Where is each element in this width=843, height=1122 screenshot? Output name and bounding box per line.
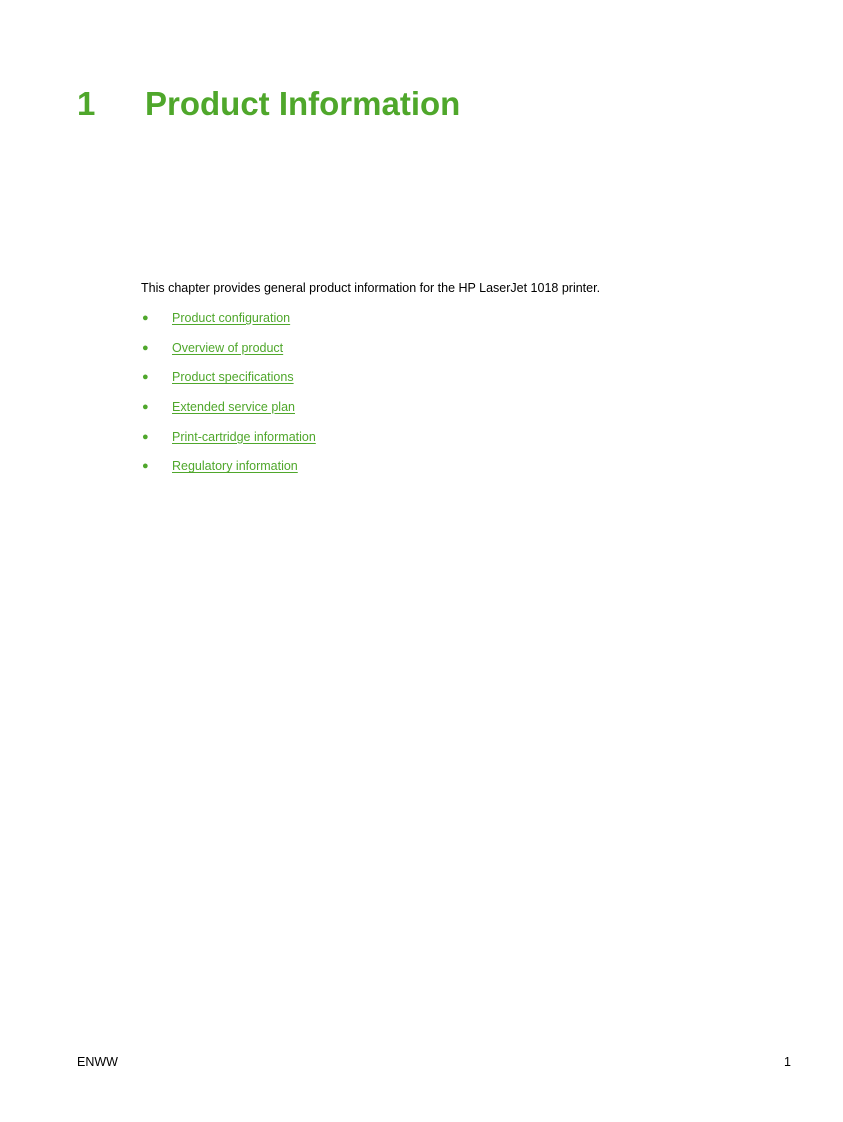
link-product-specifications[interactable]: Product specifications — [172, 370, 294, 385]
footer-label: ENWW — [77, 1055, 118, 1069]
list-item — [141, 458, 316, 488]
bullet-icon: ● — [142, 371, 149, 384]
list-item — [141, 399, 316, 429]
list-item — [141, 310, 316, 340]
list-item — [141, 340, 316, 370]
page-number: 1 — [784, 1055, 791, 1069]
bullet-icon: ● — [142, 312, 149, 324]
bullet-icon: ● — [142, 430, 149, 443]
bullet-icon: ● — [142, 401, 149, 414]
list-item — [141, 369, 316, 399]
chapter-title: Product Information — [145, 85, 461, 122]
intro-paragraph: This chapter provides general product information for the HP LaserJet 1018 printer. — [141, 281, 601, 295]
link-print-cartridge-information[interactable]: Print-cartridge information — [172, 429, 316, 444]
list-item — [141, 429, 316, 459]
bullet-icon: ● — [142, 460, 149, 473]
chapter-number: 1 — [77, 85, 96, 122]
link-extended-service-plan[interactable]: Extended service plan — [172, 400, 295, 415]
link-regulatory-information[interactable]: Regulatory information — [172, 459, 298, 474]
chapter-contents-list — [141, 310, 316, 488]
link-product-configuration[interactable]: Product configuration — [172, 311, 291, 325]
link-overview-of-product[interactable]: Overview of product — [172, 340, 284, 355]
bullet-icon: ● — [142, 341, 149, 354]
chapter-heading — [77, 84, 460, 124]
